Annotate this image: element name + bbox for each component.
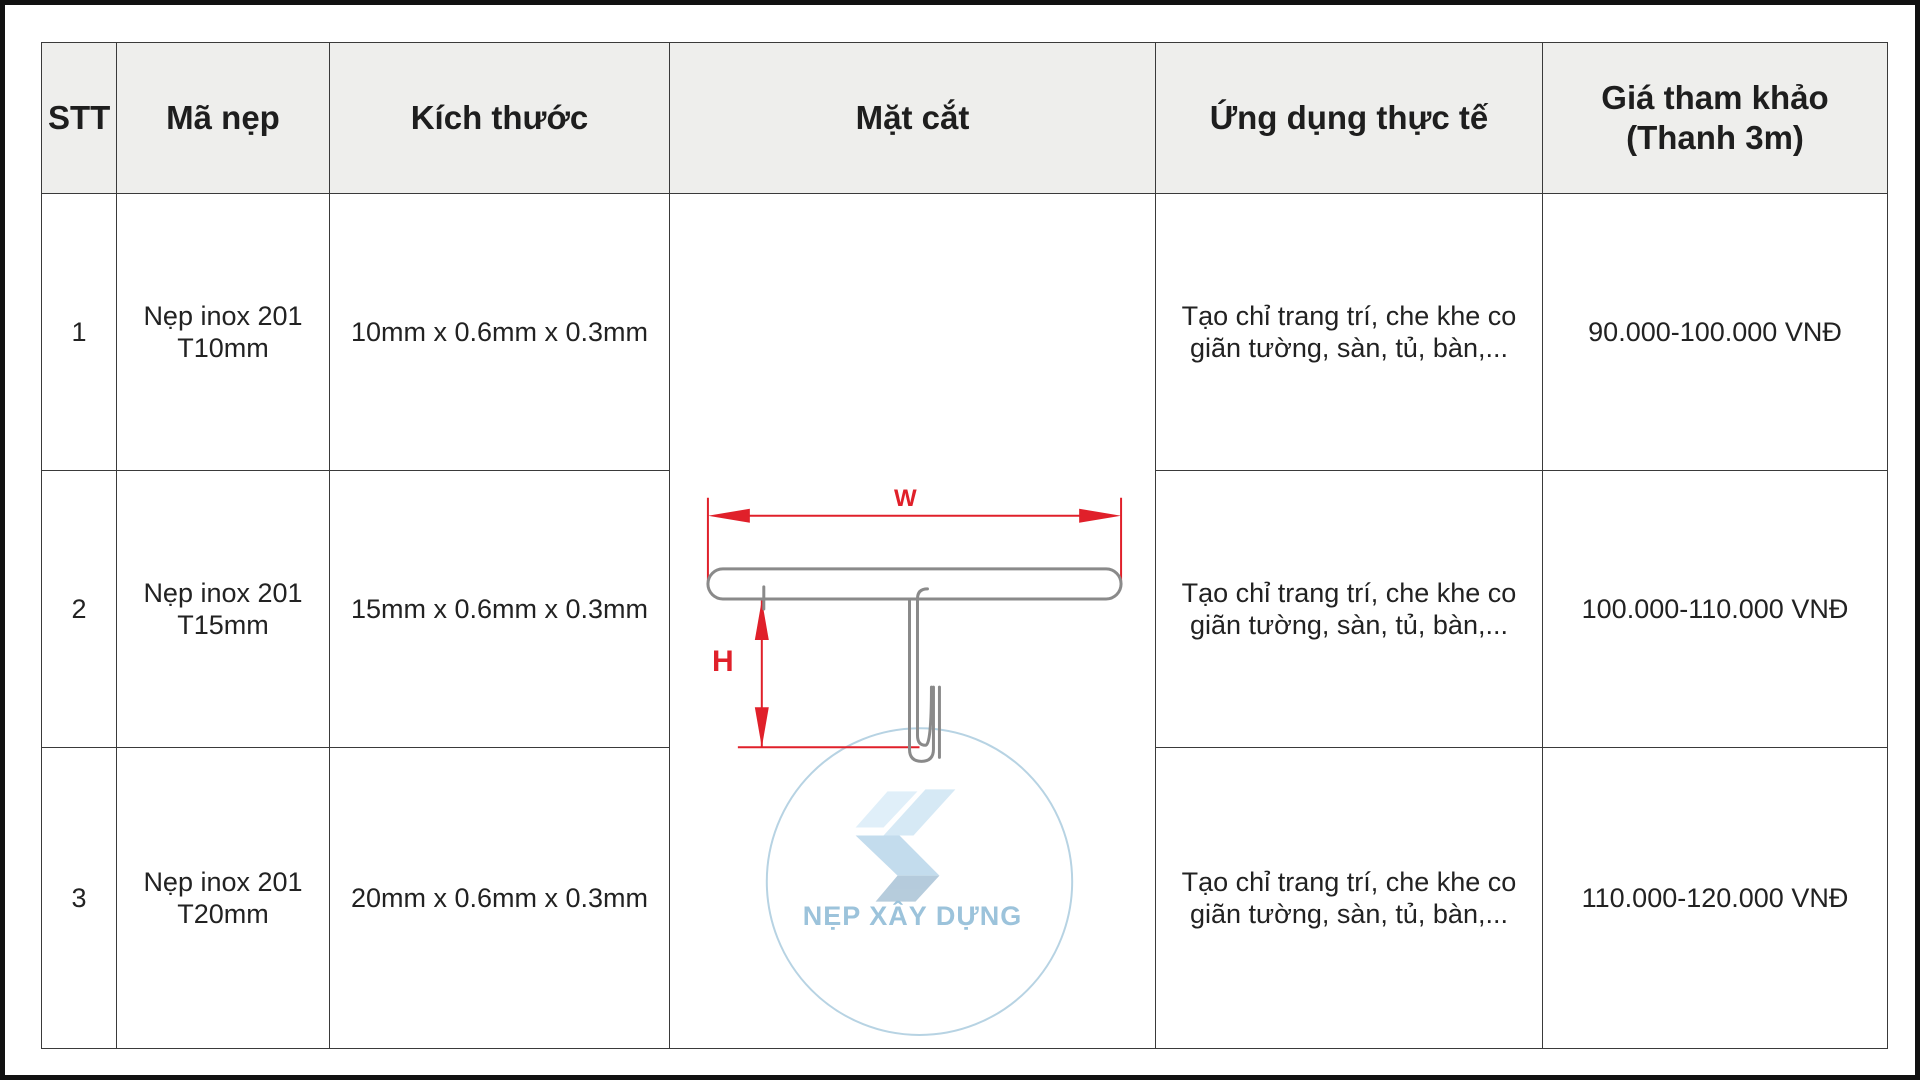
cell-code (117, 194, 330, 471)
logo-chevron-icon (856, 789, 956, 901)
application-line2: giãn tường, sàn, tủ, bàn,... (1190, 899, 1508, 929)
header-section: Mặt cắt (670, 43, 1156, 194)
cell-code (117, 471, 330, 748)
width-label: W (894, 485, 917, 512)
header-size: Kích thước (330, 43, 670, 194)
header-price-line1: Giá tham khảo (1601, 79, 1829, 116)
cell-size: 20mm x 0.6mm x 0.3mm (330, 748, 670, 1049)
application-line2: giãn tường, sàn, tủ, bàn,... (1190, 333, 1508, 363)
application-line2: giãn tường, sàn, tủ, bàn,... (1190, 610, 1508, 640)
cell-size: 10mm x 0.6mm x 0.3mm (330, 194, 670, 471)
application-line1: Tạo chỉ trang trí, che khe co (1181, 301, 1517, 331)
cell-application (1156, 194, 1543, 471)
header-row (42, 43, 1888, 194)
product-spec-table (41, 42, 1888, 1049)
code-line2: T15mm (177, 610, 269, 640)
header-price (1543, 43, 1888, 194)
cell-price: 110.000-120.000 VNĐ (1543, 748, 1888, 1049)
cell-price: 90.000-100.000 VNĐ (1543, 194, 1888, 471)
code-line2: T10mm (177, 333, 269, 363)
height-label: H (712, 645, 734, 678)
cell-section-diagram (670, 194, 1156, 1049)
height-dimension (738, 600, 920, 747)
cell-code (117, 748, 330, 1049)
code-line1: Nẹp inox 201 (143, 867, 303, 897)
application-line1: Tạo chỉ trang trí, che khe co (1181, 578, 1517, 608)
header-application: Ứng dụng thực tế (1156, 43, 1543, 194)
cell-price: 100.000-110.000 VNĐ (1543, 471, 1888, 748)
application-line1: Tạo chỉ trang trí, che khe co (1181, 867, 1517, 897)
cell-application (1156, 471, 1543, 748)
code-line1: Nẹp inox 201 (143, 578, 303, 608)
header-code: Mã nẹp (117, 43, 330, 194)
cell-application (1156, 748, 1543, 1049)
code-line2: T20mm (177, 899, 269, 929)
header-price-line2: (Thanh 3m) (1626, 119, 1804, 156)
t-profile-shape (708, 569, 1121, 761)
cell-stt: 1 (42, 194, 117, 471)
watermark-text: NẸP XÂY DỰNG (802, 901, 1023, 931)
cell-stt: 2 (42, 471, 117, 748)
cell-size: 15mm x 0.6mm x 0.3mm (330, 471, 670, 748)
code-line1: Nẹp inox 201 (143, 301, 303, 331)
table-row (42, 194, 1888, 471)
header-stt: STT (42, 43, 117, 194)
cell-stt: 3 (42, 748, 117, 1049)
